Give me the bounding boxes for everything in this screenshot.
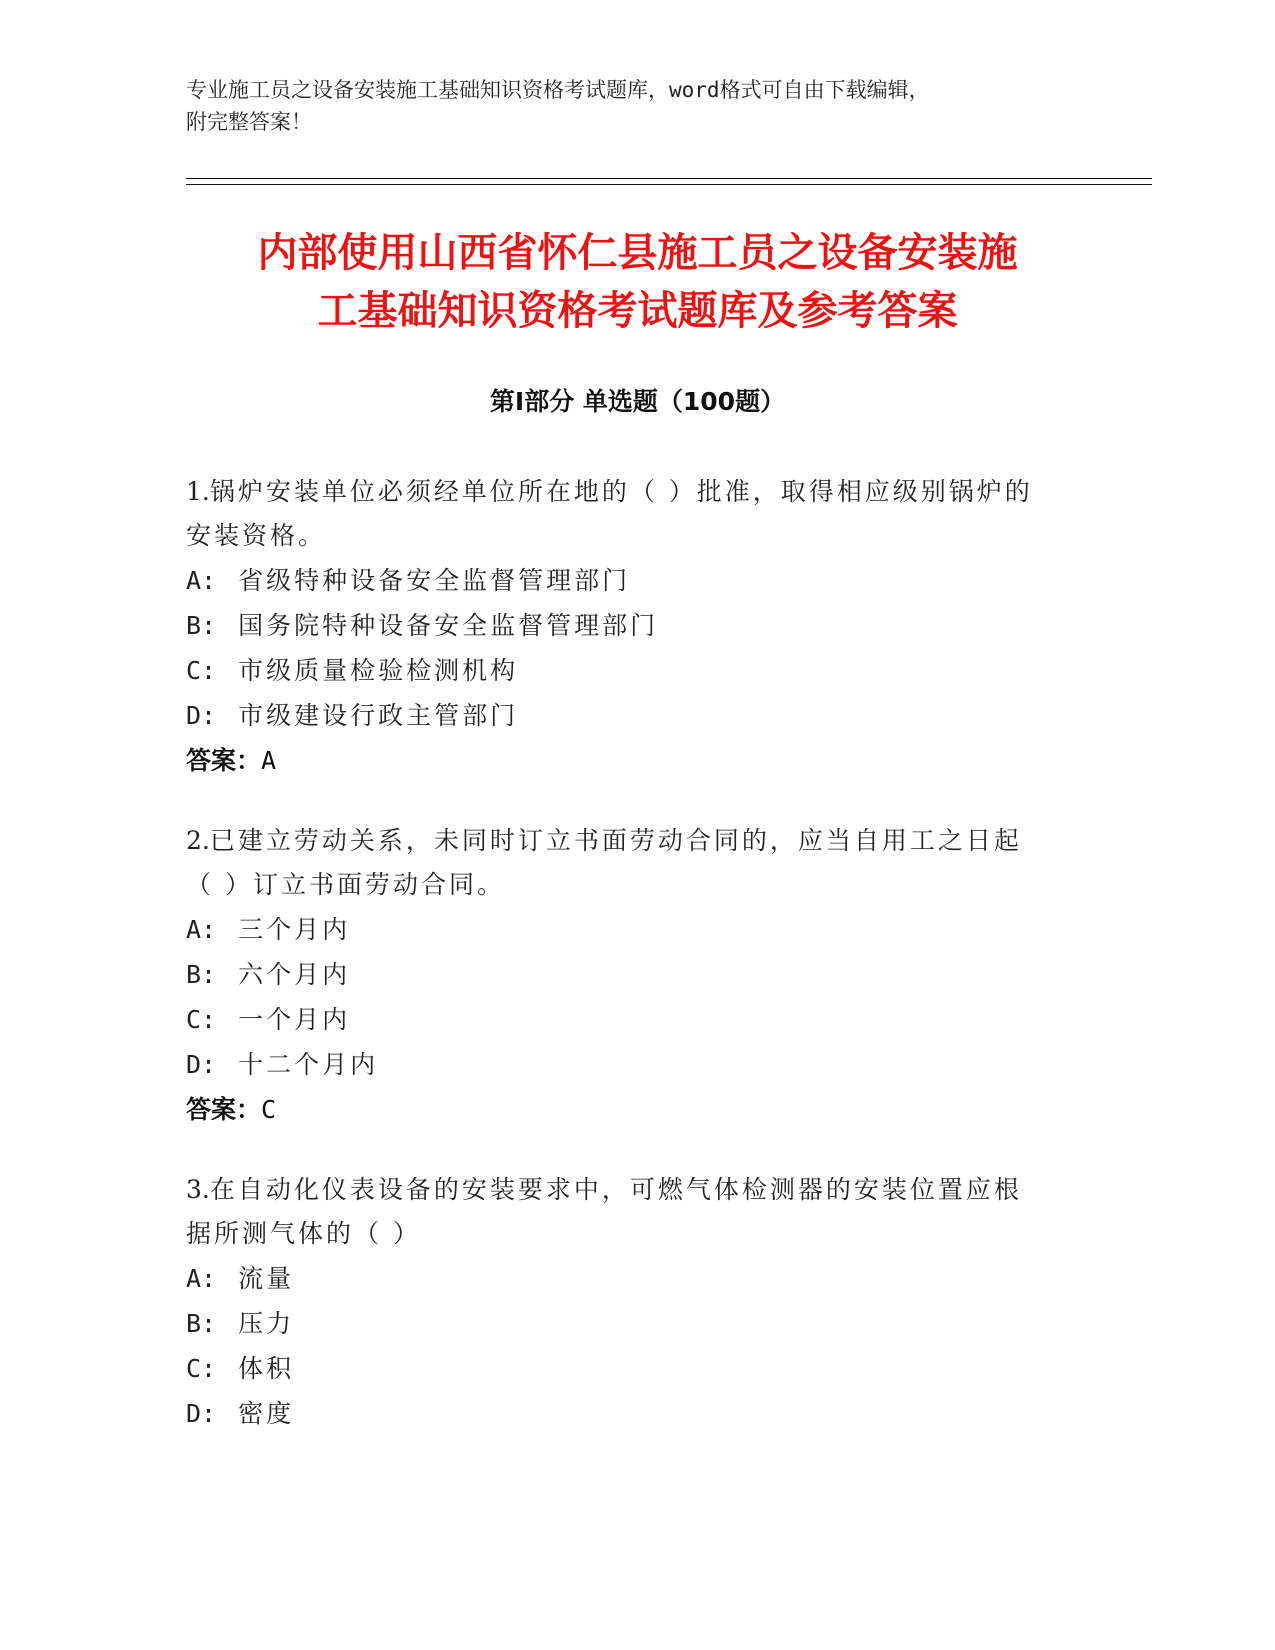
option-text: 六个月内 <box>238 960 351 989</box>
option-a <box>186 907 1086 952</box>
title-line: 工基础知识资格考试题库及参考答案 <box>317 288 958 334</box>
question-text-line: （ ）订立书面劳动合同。 <box>186 870 505 899</box>
option-key: A: <box>186 915 217 944</box>
option-text: 十二个月内 <box>238 1050 379 1079</box>
option-text: 流量 <box>238 1264 295 1293</box>
question-text-line: 锅炉安装单位必须经单位所在地的（ ）批准，取得相应级别锅炉的 <box>209 477 1033 506</box>
option-key: D: <box>186 1050 217 1079</box>
option-a <box>186 1256 1086 1301</box>
question-list <box>186 470 1086 1472</box>
question-number: 3. <box>186 1175 210 1204</box>
section-heading: 第Ⅰ部分 单选题（100题） <box>489 387 786 416</box>
option-d <box>186 1391 1086 1436</box>
option-text: 国务院特种设备安全监督管理部门 <box>238 611 659 640</box>
option-text: 密度 <box>238 1399 295 1428</box>
header-divider <box>186 178 1152 179</box>
header-note-line: 专业施工员之设备安装施工基础知识资格考试题库，word格式可自由下载编辑， <box>186 78 930 102</box>
option-b <box>186 952 1086 997</box>
option-text: 市级质量检验检测机构 <box>238 656 519 685</box>
option-key: B: <box>186 960 217 989</box>
answer-value: A <box>261 746 277 775</box>
option-text: 市级建设行政主管部门 <box>238 701 519 730</box>
header-note <box>186 74 1066 138</box>
option-text: 体积 <box>238 1354 295 1383</box>
header-divider <box>186 184 1152 185</box>
option-b <box>186 603 1086 648</box>
option-a <box>186 558 1086 603</box>
option-key: C: <box>186 1005 217 1034</box>
question-text-line: 在自动化仪表设备的安装要求中，可燃气体检测器的安装位置应根 <box>209 1175 1022 1204</box>
header-note-line: 附完整答案！ <box>186 110 312 134</box>
option-key: B: <box>186 1309 217 1338</box>
option-text: 一个月内 <box>238 1005 351 1034</box>
question-text-line: 据所测气体的（ ） <box>186 1219 421 1248</box>
option-key: D: <box>186 701 217 730</box>
question-text <box>186 819 1086 907</box>
question-item <box>186 819 1086 1132</box>
document-title <box>140 224 1135 340</box>
option-c <box>186 648 1086 693</box>
title-line: 内部使用山西省怀仁县施工员之设备安装施 <box>257 230 1018 276</box>
question-item <box>186 1168 1086 1436</box>
option-key: A: <box>186 566 217 595</box>
option-key: B: <box>186 611 217 640</box>
option-d <box>186 693 1086 738</box>
option-b <box>186 1301 1086 1346</box>
option-text: 三个月内 <box>238 915 351 944</box>
option-key: C: <box>186 656 217 685</box>
option-text: 省级特种设备安全监督管理部门 <box>238 566 631 595</box>
option-c <box>186 997 1086 1042</box>
answer-value: C <box>261 1095 277 1124</box>
question-text <box>186 470 1086 558</box>
question-text-line: 已建立劳动关系，未同时订立书面劳动合同的，应当自用工之日起 <box>209 826 1022 855</box>
option-d <box>186 1042 1086 1087</box>
question-text <box>186 1168 1086 1256</box>
question-number: 1. <box>186 477 210 506</box>
answer-label: 答案： <box>186 746 262 775</box>
option-text: 压力 <box>238 1309 295 1338</box>
question-text-line: 安装资格。 <box>186 521 327 550</box>
answer-line <box>186 738 1086 783</box>
option-key: D: <box>186 1399 217 1428</box>
option-key: A: <box>186 1264 217 1293</box>
option-key: C: <box>186 1354 217 1383</box>
answer-line <box>186 1087 1086 1132</box>
answer-label: 答案： <box>186 1095 262 1124</box>
question-item <box>186 470 1086 783</box>
question-number: 2. <box>186 826 210 855</box>
option-c <box>186 1346 1086 1391</box>
